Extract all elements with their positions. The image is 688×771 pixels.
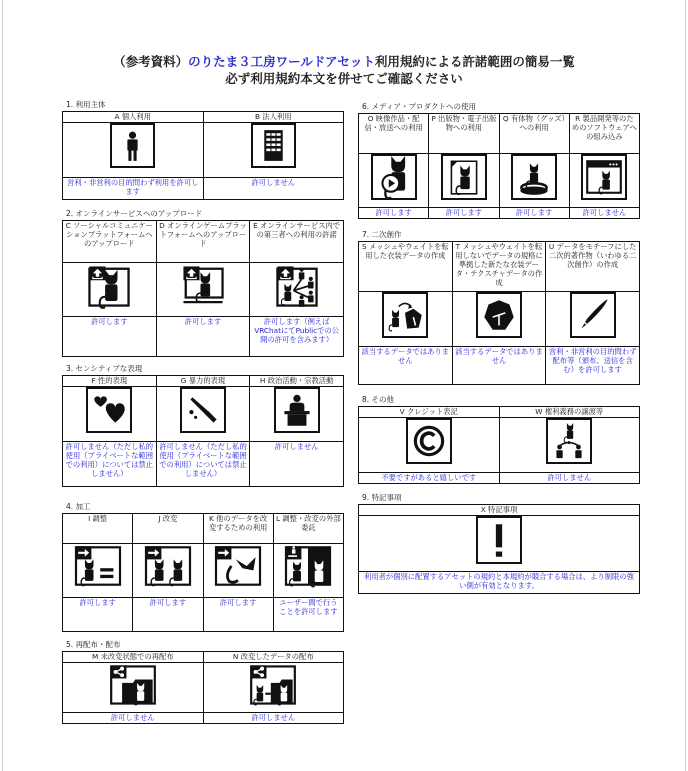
- item-result: 許可しません（ただし私的使用（プライベートな範囲での利用）については禁止しません）: [63, 442, 157, 487]
- item-label: F 性的表現: [63, 376, 157, 387]
- hearts-icon: [86, 387, 132, 433]
- software-icon: [581, 154, 627, 200]
- costume-new-icon: [476, 292, 522, 338]
- section-special-notes: [358, 493, 640, 594]
- item-label: U データをモチーフにした二次的著作物（いわゆる二次創作）の作成: [546, 242, 640, 292]
- item-label: O 映像作品・配信・放送への利用: [359, 114, 429, 154]
- item-result: 許可しません: [203, 178, 344, 200]
- item-label: R 製品開発等のためのソフトウェアへの組み込み: [569, 114, 639, 154]
- goods-icon: [511, 154, 557, 200]
- section-other: [358, 395, 640, 484]
- item-label: S メッシュやウェイトを転用した衣装データの作成: [359, 242, 453, 292]
- item-result: 営利・非営利の目的問わず利用を許可します: [63, 178, 204, 200]
- permission-table: [62, 375, 344, 487]
- copyright-icon: [406, 418, 452, 464]
- item-result: 許可します: [203, 598, 273, 632]
- item-label: N 改変したデータの配布: [203, 652, 344, 663]
- item-result: 許可しません: [499, 473, 640, 484]
- upload-avatar-icon: [86, 263, 132, 309]
- video-icon: [371, 154, 417, 200]
- section-media-products: [358, 102, 640, 219]
- pen-icon: [570, 292, 616, 338]
- item-label: X 特記事項: [359, 505, 640, 516]
- section-title: 8. その他: [362, 395, 395, 404]
- item-result: 許可します: [156, 317, 250, 357]
- permission-table: [62, 651, 344, 724]
- permission-table: [62, 111, 344, 200]
- item-result: 許可しません: [569, 208, 639, 219]
- item-label: E オンラインサービス内での第三者への利用の許諾: [250, 221, 344, 263]
- item-label: V クレジット表記: [359, 407, 500, 418]
- item-label: B 法人利用: [203, 112, 344, 123]
- section-title: 7. 二次創作: [362, 230, 402, 239]
- section-title: 5. 再配布・配布: [66, 640, 121, 649]
- section-title: 9. 特記事項: [362, 493, 402, 502]
- page-border-left: [2, 0, 3, 771]
- modify-icon: [143, 544, 193, 588]
- item-result: 許可します（例えばVRChatにてPublicでの公開の許可を含みます）: [250, 317, 344, 357]
- item-label: Q 有体物（グッズ）への利用: [499, 114, 569, 154]
- item-result: 許可します: [63, 317, 157, 357]
- item-label: L 調整・改変の外部委託: [273, 514, 343, 544]
- section-title: 4. 加工: [66, 502, 91, 511]
- title-prefix: （参考資料）: [113, 54, 189, 69]
- distribute-modified-icon: [249, 663, 297, 707]
- title-suffix: 利用規約による許諾範囲の簡易一覧: [374, 54, 575, 69]
- transfer-icon: [546, 418, 592, 464]
- item-result: 許可します: [359, 208, 429, 219]
- item-label: H 政治活動・宗教活動: [250, 376, 344, 387]
- page-border-right: [685, 0, 686, 771]
- section-title: 3. センシティブな表現: [66, 364, 143, 373]
- section-title: 2. オンラインサービスへのアップロード: [66, 209, 203, 218]
- section-processing: [62, 502, 344, 632]
- item-label: A 個人利用: [63, 112, 204, 123]
- item-result: ユーザー間で行うことを許可します: [273, 598, 343, 632]
- item-result: 利用者が個別に配置するアセットの規約と本規約が競合する場合は、より制限の強い側が有効となります。: [359, 572, 640, 594]
- section-redistribution: [62, 640, 344, 724]
- item-label: C ソーシャルコミュニケーションプラットフォームへのアップロード: [63, 221, 157, 263]
- section-derivative-works: [358, 230, 640, 385]
- outsource-icon: [283, 544, 333, 588]
- podium-icon: [274, 387, 320, 433]
- page-title: [0, 53, 688, 87]
- upload-game-icon: [180, 263, 226, 309]
- title-line-2: 必ず利用規約本文を併せてご確認ください: [225, 71, 463, 86]
- upload-share-icon: [274, 263, 320, 309]
- title-brand: のりたま３工房ワールドアセット: [188, 54, 375, 69]
- item-label: M 未改変状態での再配布: [63, 652, 204, 663]
- costume-convert-icon: [382, 292, 428, 338]
- knife-icon: [180, 387, 226, 433]
- building-icon: [251, 123, 296, 168]
- exclamation-icon: [476, 516, 522, 564]
- publication-icon: [441, 154, 487, 200]
- section-title: 6. メディア・プロダクトへの使用: [362, 102, 476, 111]
- item-result: 許可しません: [250, 442, 344, 487]
- item-result: 該当するデータではありません: [452, 347, 546, 385]
- section-sensitive-expression: [62, 364, 344, 487]
- permission-table: [62, 513, 344, 632]
- item-label: J 改変: [133, 514, 203, 544]
- permission-table: [358, 406, 640, 484]
- reuse-icon: [213, 544, 263, 588]
- redistribute-icon: [109, 663, 157, 707]
- permission-table: [358, 241, 640, 385]
- title-line-1: [0, 53, 688, 70]
- adjust-icon: [73, 544, 123, 588]
- permission-table: [62, 220, 344, 357]
- item-result: 許可しません: [63, 713, 204, 724]
- item-result: 不要ですがあると嬉しいです: [359, 473, 500, 484]
- item-label: I 調整: [63, 514, 133, 544]
- item-label: G 暴力的表現: [156, 376, 250, 387]
- permission-table: [358, 504, 640, 594]
- item-label: T メッシュやウェイトを転用しないでデータの規格に準拠した新たな衣装データ・テクスチャデータの作成: [452, 242, 546, 292]
- permission-table: [358, 113, 640, 219]
- item-label: W 権利義務の譲渡等: [499, 407, 640, 418]
- section-online-upload: [62, 209, 344, 357]
- item-label: D オンラインゲームプラットフォームへのアップロード: [156, 221, 250, 263]
- item-result: 許可します: [133, 598, 203, 632]
- item-result: 許可しません: [203, 713, 344, 724]
- item-result: 許可します: [429, 208, 499, 219]
- item-label: P 出版物・電子出版物への利用: [429, 114, 499, 154]
- item-result: 許可しません（ただし私的使用（プライベートな範囲での利用）については禁止しません）: [156, 442, 250, 487]
- item-label: K 他のデータを改変するための利用: [203, 514, 273, 544]
- item-result: 該当するデータではありません: [359, 347, 453, 385]
- section-title: 1. 利用主体: [66, 100, 106, 109]
- item-result: 許可します: [499, 208, 569, 219]
- section-usage-subject: [62, 100, 344, 200]
- item-result: 許可します: [63, 598, 133, 632]
- person-icon: [110, 123, 155, 168]
- item-result: 営利・非営利の目的問わず配布等（頒布、送信を含む）を許可します: [546, 347, 640, 385]
